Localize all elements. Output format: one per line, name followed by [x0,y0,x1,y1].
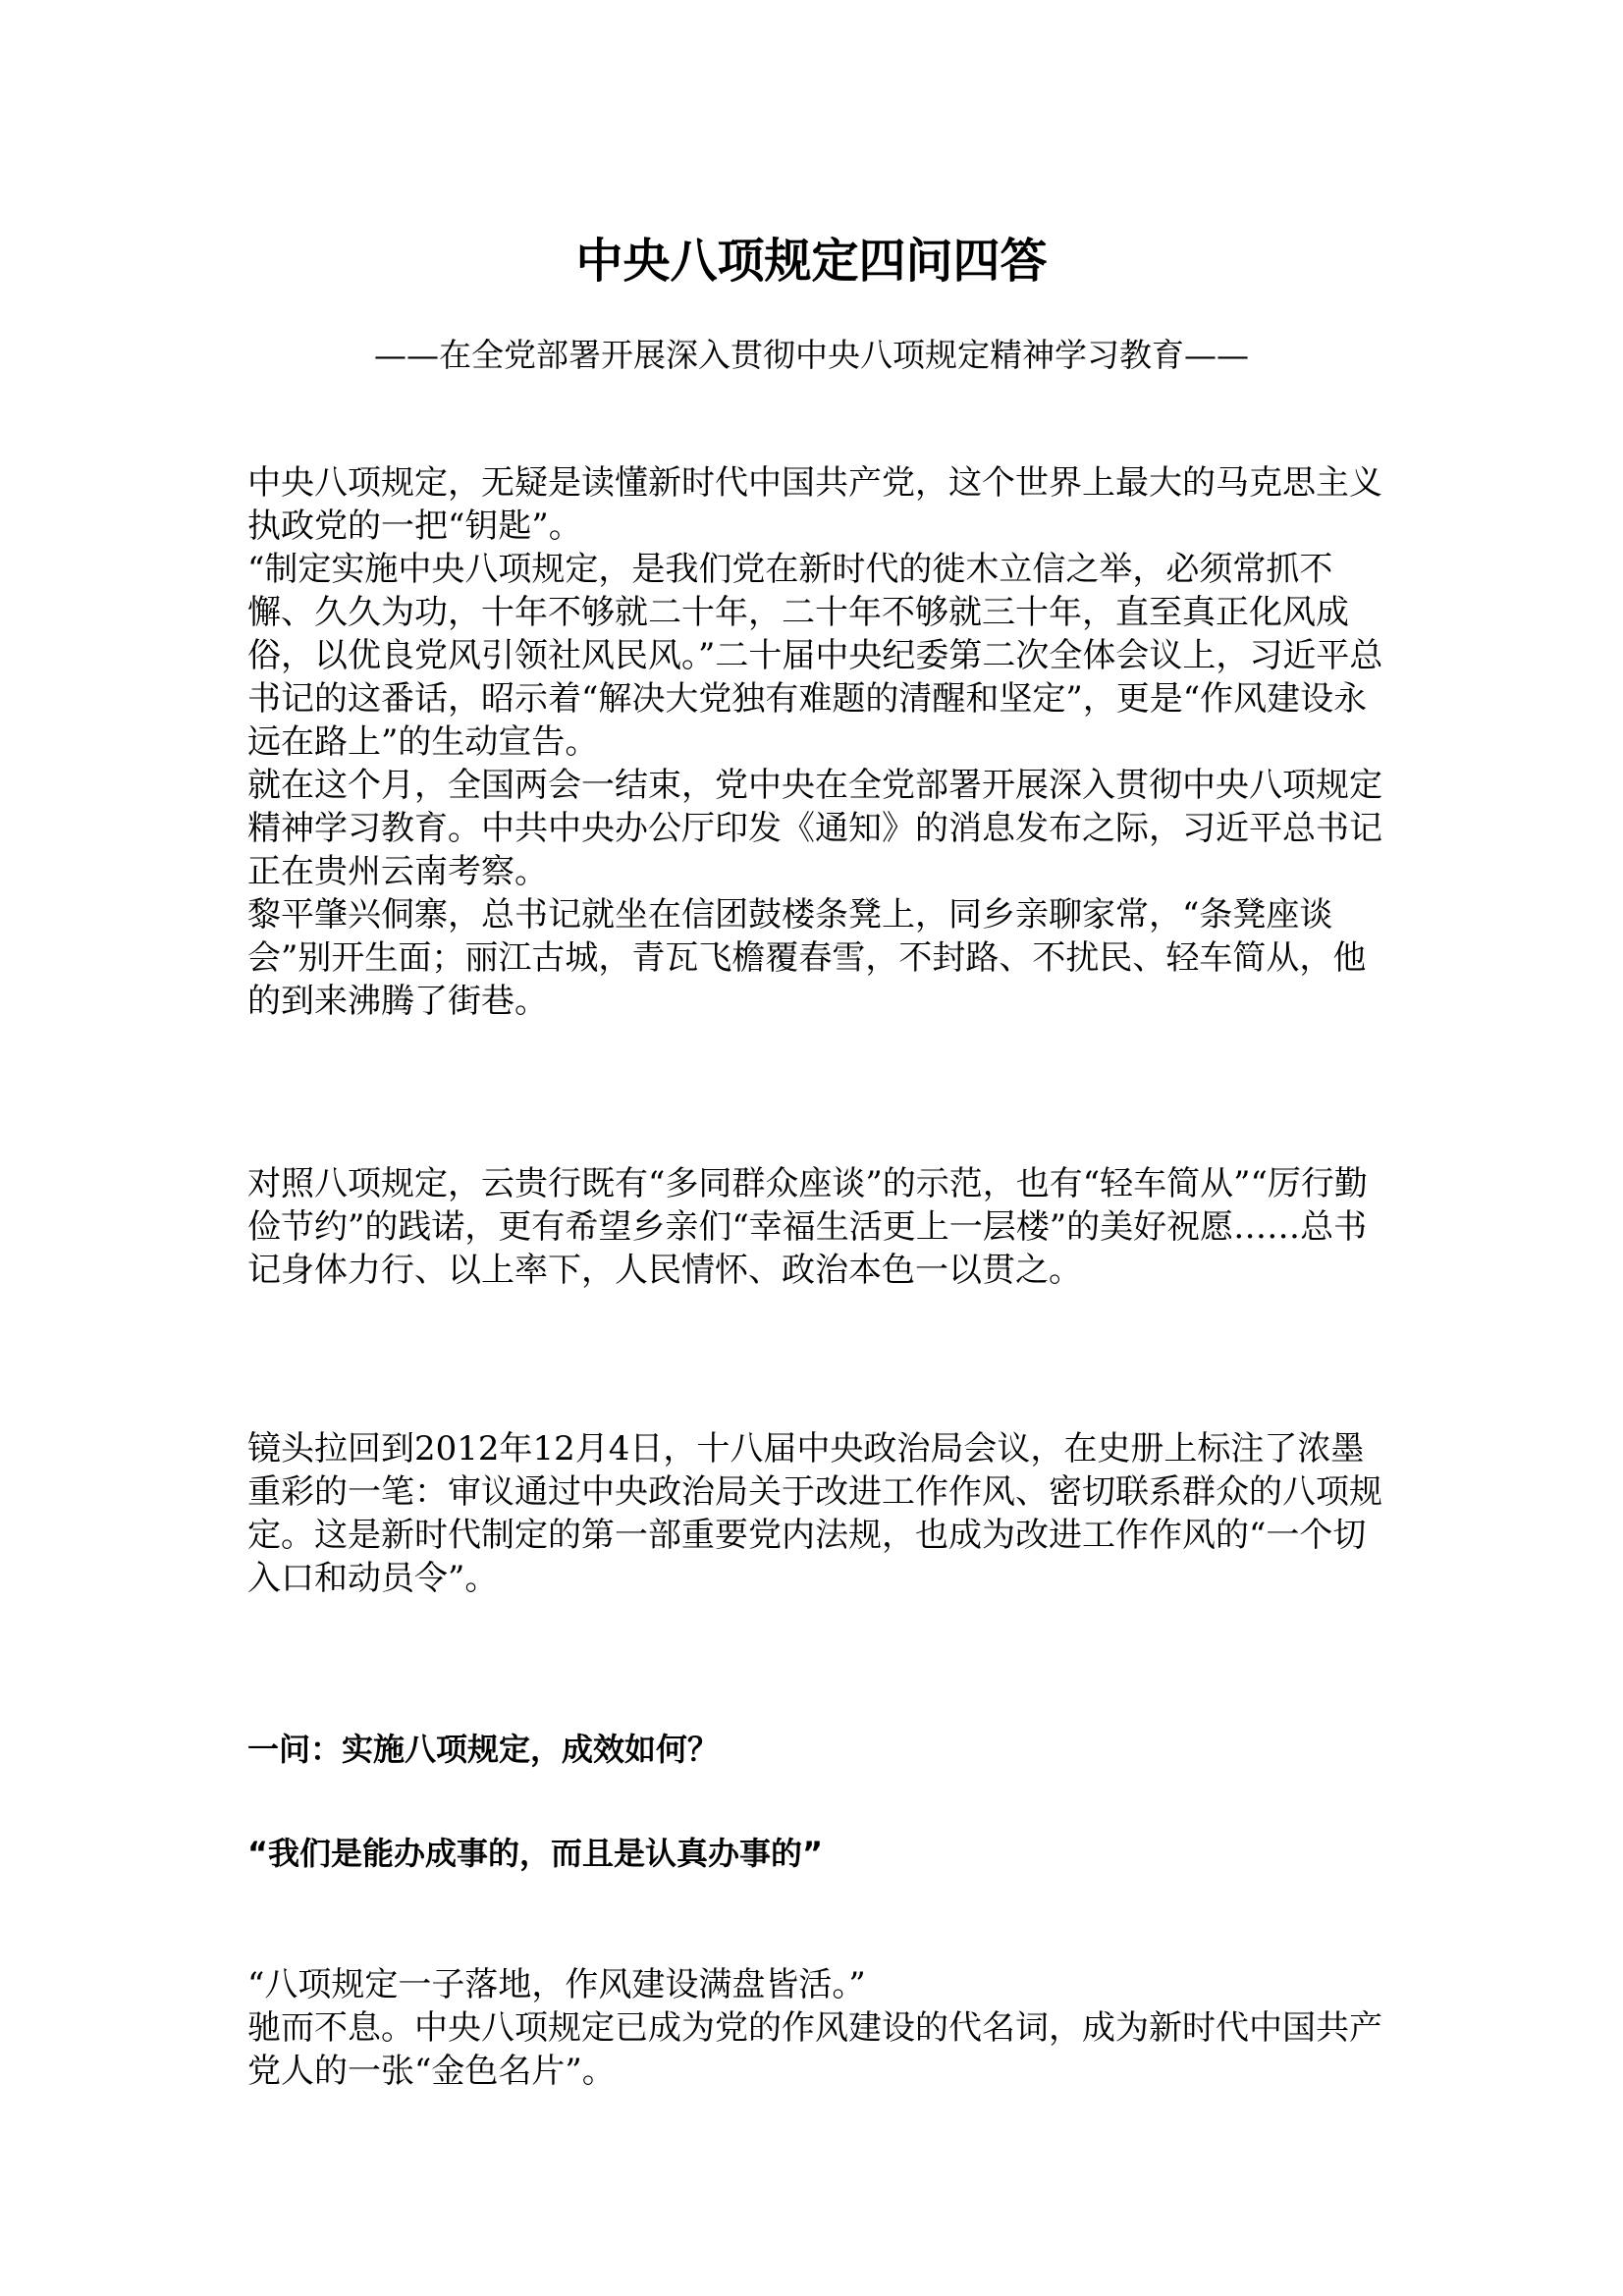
section-heading-question-one: 一问：实施八项规定，成效如何？ [247,1731,720,1768]
document-title: 中央八项规定四问四答 [575,234,1048,289]
paragraph: 黎平肇兴侗寨，总书记就坐在信团鼓楼条凳上，同乡亲聊家常，“条凳座谈会”别开生面；丽江古城，青瓦飞檐覆春雪，不封路、不扰民、轻车简从，他的到来沸腾了街巷。 [247,895,1367,1021]
intro-section [247,461,1386,1023]
paragraph: 就在这个月，全国两会一结束，党中央在全党部署开展深入贯彻中央八项规定精神学习教育。中共中央办公厅印发《通知》的消息发布之际，习近平总书记正在贵州云南考察。 [247,766,1382,891]
history-section [247,1427,1386,1600]
document-subtitle: ——在全党部署开展深入贯彻中央八项规定精神学习教育—— [374,336,1249,374]
paragraph: 对照八项规定，云贵行既有“多同群众座谈”的示范，也有“轻车简从”“厉行勤俭节约”的践诺，更有希望乡亲们“幸福生活更上一层楼”的美好祝愿……总书记身体力行、以上率下，人民情怀、政治本色一以贯之。 [247,1164,1368,1290]
paragraph: 中央八项规定，无疑是读懂新时代中国共产党，这个世界上最大的马克思主义执政党的一把“钥匙”。 [247,463,1382,546]
section-subheading-quote: “我们是能办成事的，而且是认真办事的” [247,1835,824,1872]
paragraph: “八项规定一子落地，作风建设满盘皆活。” [247,1965,866,2004]
paragraph: 驰而不息。中央八项规定已成为党的作风建设的代名词，成为新时代中国共产党人的一张“金色名片”。 [247,2008,1382,2091]
comparison-section [247,1162,1386,1292]
paragraph: “制定实施中央八项规定，是我们党在新时代的徙木立信之举，必须常抓不懈、久久为功，十年不够就二十年，二十年不够就三十年，直至真正化风成俗，以优良党风引领社风民风。”二十届中央纪委第二次全体会议上，习近平总书记的这番话，昭示着“解决大党独有难题的清醒和坚定”，更是“作风建设永远在路上”的生动宣告。 [247,550,1383,762]
results-section [247,1963,1386,2093]
paragraph: 镜头拉回到2012年12月4日，十八届中央政治局会议，在史册上标注了浓墨重彩的一笔：审议通过中央政治局关于改进工作作风、密切联系群众的八项规定。这是新时代制定的第一部重要党内法规，也成为改进工作作风的“一个切入口和动员令”。 [247,1429,1382,1598]
